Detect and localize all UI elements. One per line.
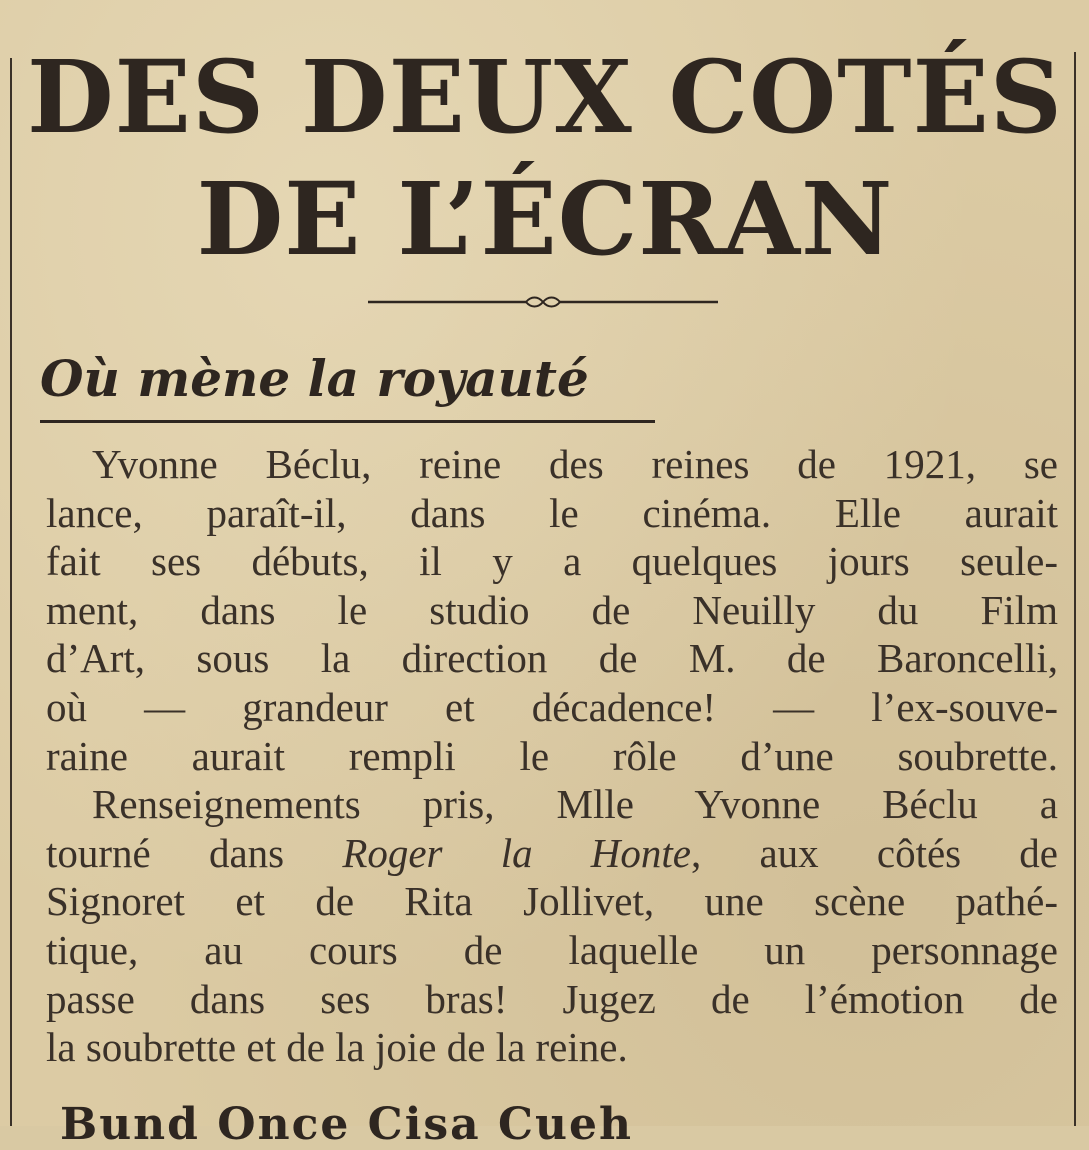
right-column-rule	[1074, 52, 1076, 1126]
text-line: Signoret et de Rita Jollivet, une scène pathé-	[46, 878, 1058, 925]
text-line: lance, paraît-il, dans le cinéma. Elle aurait	[46, 489, 1058, 536]
text-line: passe dans ses bras! Jugez de l’émotion de	[46, 975, 1058, 1022]
text-line	[46, 829, 1058, 878]
section-headline	[20, 36, 1070, 280]
article-body	[46, 440, 1058, 1072]
text-line: raine aurait rempli le rôle d’une soubrette.	[46, 732, 1058, 779]
text-run: tourné dans	[46, 829, 343, 876]
text-line: la soubrette et de la joie de la reine.	[46, 1024, 628, 1071]
headline-line-1: DES DEUX COTÉS	[26, 38, 1064, 156]
text-line: fait ses débuts, il y a quelques jours seule-	[46, 538, 1058, 585]
text-line: tique, au cours de laquelle un personnage	[46, 926, 1058, 973]
headline-line-2: DE L’ÉCRAN	[196, 160, 894, 278]
article-title-underline	[40, 420, 655, 423]
text-line: où — grandeur et décadence! — l’ex-souve-	[46, 683, 1058, 730]
film-title: Roger la Honte	[342, 829, 692, 876]
ornamental-divider	[368, 292, 718, 312]
text-line: d’Art, sous la direction de M. de Baroncelli,	[46, 635, 1058, 682]
text-line: Renseignements pris, Mlle Yvonne Béclu a	[92, 781, 1058, 828]
paragraph-2	[46, 780, 1058, 1072]
text-line: ment, dans le studio de Neuilly du Film	[46, 586, 1058, 633]
text-line: Yvonne Béclu, reine des reines de 1921, se	[92, 441, 1058, 487]
article-title: Où mène la royauté	[40, 349, 589, 408]
next-heading-fragment: Bund Once Cisa Cueh	[60, 1099, 634, 1150]
text-run: , aux côtés de	[691, 829, 1059, 876]
paragraph-1	[46, 440, 1058, 780]
left-column-rule	[10, 58, 12, 1126]
